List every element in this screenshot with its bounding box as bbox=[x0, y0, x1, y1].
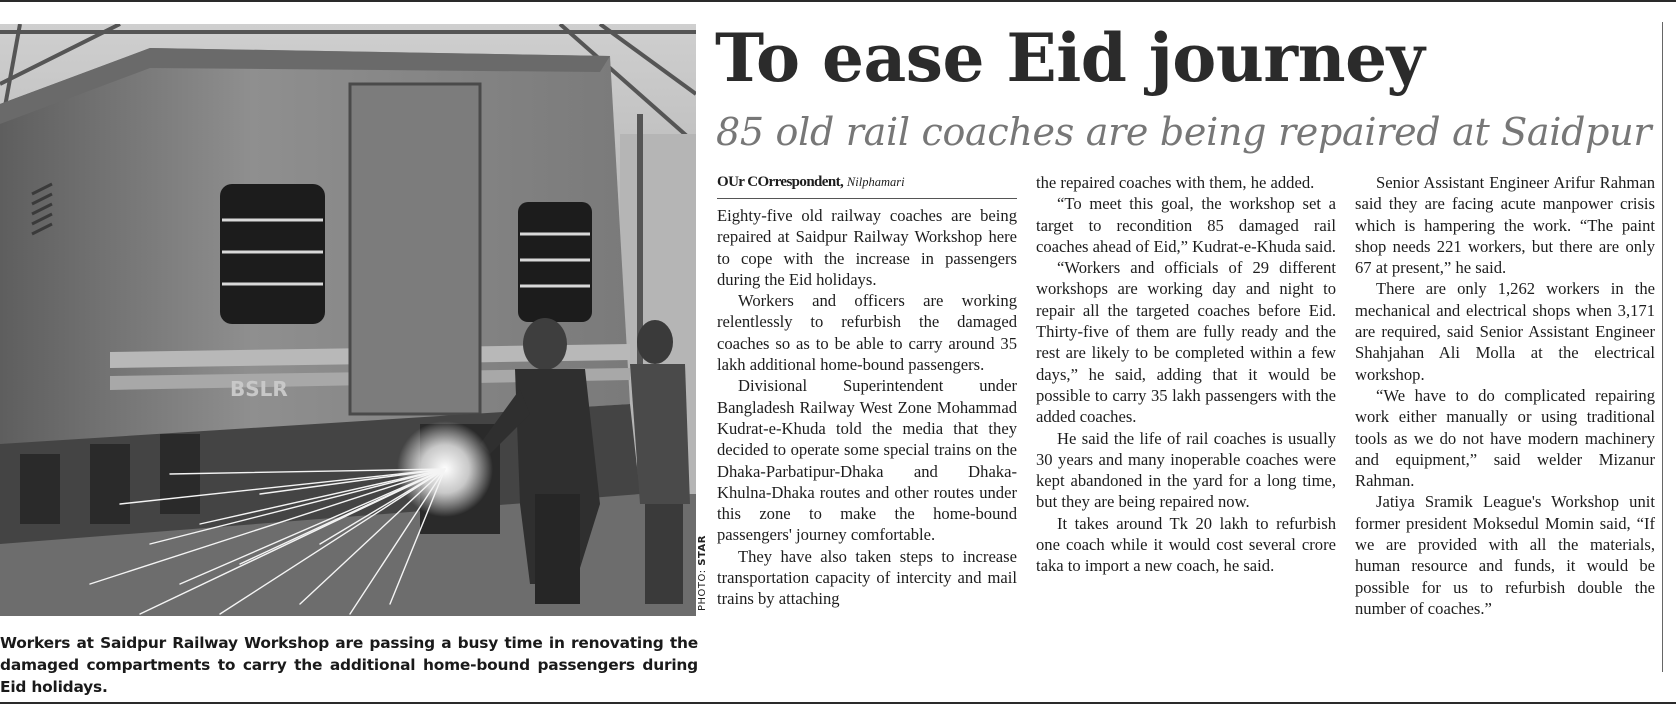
subheadline: 85 old rail coaches are being repaired at Saidpur bbox=[716, 110, 1652, 154]
photo-credit bbox=[697, 528, 715, 618]
paragraph: Workers and officers are working relentlessly to refurbish the damaged coaches so as to be able to carry around 35 lakh additional home-bound passengers. bbox=[717, 291, 1017, 375]
photo-credit-prefix: PHOTO: bbox=[697, 569, 708, 611]
paragraph: the repaired coaches with them, he added. bbox=[1036, 173, 1315, 192]
rail-coach-workshop-image bbox=[0, 24, 696, 616]
paragraph: Divisional Superintendent under Bangladesh Railway West Zone Mohammad Kudrat-e-Khuda told the media that they decided to operate some special trains on the Dhaka-Parbatipur-Dhaka and Dhaka-Khulna-Dhaka routes and other routes under this zone to make the home-bound passengers' journey comfortable. bbox=[717, 376, 1017, 545]
paragraph: He said the life of rail coaches is usually 30 years and many inoperable coaches were kept abandoned in the yard for a long time, but they are being repaired now. bbox=[1036, 428, 1336, 512]
paragraph: Senior Assistant Engineer Arifur Rahman said they are facing acute manpower crisis which is hampering the work. “The paint shop needs 221 workers, but there are only 67 at present,” he said. bbox=[1355, 173, 1655, 278]
paragraph: They have also taken steps to increase transportation capacity of intercity and mail trains by attaching bbox=[717, 546, 1017, 609]
article-column-1 bbox=[717, 172, 1017, 610]
article-column-3 bbox=[1355, 172, 1655, 619]
paragraph: Eighty-five old railway coaches are being repaired at Saidpur Railway Workshop here to cope with the increase in passengers during the Eid holidays. bbox=[717, 206, 1017, 289]
byline bbox=[717, 172, 1017, 199]
right-column-rule bbox=[1662, 22, 1663, 672]
byline-author: OUr COrrespondent, bbox=[717, 174, 844, 190]
bottom-rule bbox=[0, 702, 1676, 704]
article-column-2 bbox=[1036, 172, 1336, 577]
paragraph: It takes around Tk 20 lakh to refurbish one coach while it would cost several crore taka to import a new coach, he said. bbox=[1036, 513, 1336, 576]
paragraph: Jatiya Sramik League's Workshop unit former president Moksedul Momin said, “If we are provided with all the materials, human resource and funds, it would be possible for us to refurbish double the number of coaches.” bbox=[1355, 492, 1655, 618]
paragraph: “To meet this goal, the workshop set a target to recondition 85 damaged rail coaches ahead of Eid,” Kudrat-e-Khuda said. bbox=[1036, 194, 1336, 256]
headline: To ease Eid journey bbox=[715, 19, 1425, 97]
paragraph: “We have to do complicated repairing work either manually or using traditional tools as we do not have modern machinery and equipment,” said welder Mizanur Rahman. bbox=[1355, 385, 1655, 491]
news-photo bbox=[0, 24, 696, 616]
top-rule bbox=[0, 0, 1676, 2]
photo-credit-name: STAR bbox=[697, 535, 708, 566]
byline-place: Nilphamari bbox=[846, 175, 905, 189]
photo-caption: Workers at Saidpur Railway Workshop are passing a busy time in renovating the damaged compartments to carry the additional home-bound passengers during Eid holidays. bbox=[0, 634, 698, 696]
paragraph: There are only 1,262 workers in the mechanical and electrical shops when 3,171 are required, said Senior Assistant Engineer Shahjahan Ali Molla at the electrical workshop. bbox=[1355, 279, 1655, 384]
coach-marking: BSLR bbox=[230, 377, 288, 401]
paragraph: “Workers and officials of 29 different workshops are working day and night to repair all the targeted coaches before Eid. Thirty-five of them are fully ready and the rest are likely to be completed within a few days,” he said, adding that it would be possible to carry 35 lakh passengers with the added coaches. bbox=[1036, 258, 1336, 427]
